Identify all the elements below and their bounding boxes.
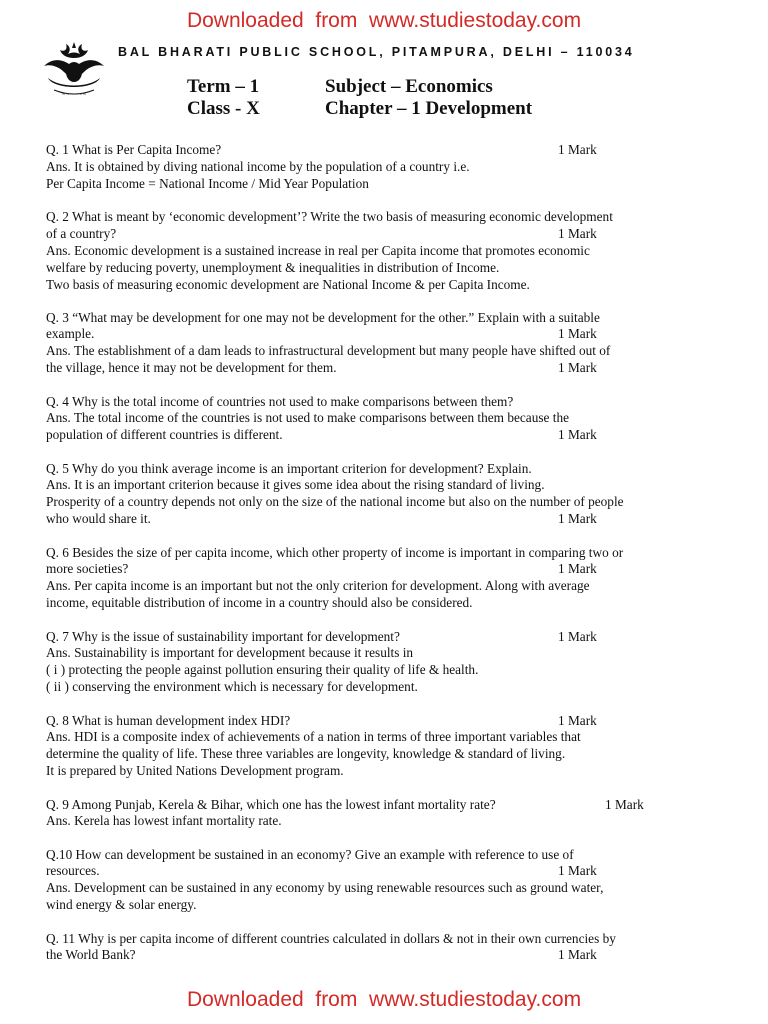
answer-2-line: welfare by reducing poverty, unemployment & inequalities in distribution of Income. [46,260,500,275]
question-8-mark: 1 Mark [558,713,597,728]
question-5-mark: 1 Mark [558,511,597,526]
answer-8-line: determine the quality of life. These three variables are longevity, knowledge & standard of living. [46,746,566,761]
term-label: Term – 1 [187,76,260,97]
question-9-mark: 1 Mark [605,797,644,812]
answer-7-line: ( i ) protecting the people against pollution ensuring their quality of life & health. [46,662,479,677]
class-label: Class - X [187,98,260,119]
answer-7-line: Ans. Sustainability is important for development because it results in [46,645,414,660]
answer-5-line: Prosperity of a country depends not only on the size of the national income but also on the number of people [46,494,624,509]
answer-2-line: Ans. Economic development is a sustained increase in real per Capita income that promotes economic [46,243,590,258]
answer-5-line: Ans. It is an important criterion because it gives some idea about the rising standard of living. [46,477,545,492]
question-5-text: Q. 5 Why do you think average income is an important criterion for development? Explain. [46,461,532,476]
question-1-mark: 1 Mark [558,142,597,157]
question-1-text: Q. 1 What is Per Capita Income? [46,142,222,157]
answer-1-line: Ans. It is obtained by diving national income by the population of a country i.e. [46,159,470,174]
chapter-label: Chapter – 1 Development [325,98,533,119]
question-11-text: the World Bank? [46,947,136,962]
question-3-text: example. [46,326,95,341]
svg-text:~~~~~~: ~~~~~~ [61,92,87,98]
question-4-mark: 1 Mark [558,427,597,442]
answer-6-line: income, equitable distribution of income in a country should also be considered. [46,595,473,610]
question-2-mark: 1 Mark [558,226,597,241]
question-10-text: resources. [46,863,100,878]
question-3-mark: 1 Mark [558,326,597,341]
answer-9-line: Ans. Kerela has lowest infant mortality rate. [46,813,282,828]
question-7-text: Q. 7 Why is the issue of sustainability important for development? [46,629,400,644]
download-banner-top: Downloaded from www.studiestoday.com [186,9,582,32]
question-11-text: Q. 11 Why is per capita income of different countries calculated in dollars & not in their own currencies by [46,931,616,946]
school-emblem-logo [40,38,108,100]
answer-8-line: Ans. HDI is a composite index of achievements of a nation in terms of three important variables that [46,729,581,744]
answer-1-line: Per Capita Income = National Income / Mid Year Population [46,176,369,191]
question-2-text: Q. 2 What is meant by ‘economic development’? Write the two basis of measuring economic development [46,209,613,224]
question-10-mark: 1 Mark [558,863,597,878]
subject-label: Subject – Economics [325,76,493,97]
answer-3-mark: 1 Mark [558,360,597,375]
question-11-mark: 1 Mark [558,947,597,962]
question-6-text: Q. 6 Besides the size of per capita income, which other property of income is important in comparing two or [46,545,624,560]
question-6-mark: 1 Mark [558,561,597,576]
answer-4-line: Ans. The total income of the countries is not used to make comparisons between them because the [46,410,569,425]
answer-2-line: Two basis of measuring economic development are National Income & per Capita Income. [46,277,530,292]
answer-8-line: It is prepared by United Nations Development program. [46,763,344,778]
question-6-text: more societies? [46,561,129,576]
answer-10-line: Ans. Development can be sustained in any economy by using renewable resources such as ground water, [46,880,604,895]
school-name: BAL BHARATI PUBLIC SCHOOL, PITAMPURA, DELHI – 110034 [118,45,635,59]
answer-4-line: population of different countries is different. [46,427,283,442]
question-8-text: Q. 8 What is human development index HDI? [46,713,291,728]
question-4-text: Q. 4 Why is the total income of countries not used to make comparisons between them? [46,394,514,409]
answer-6-line: Ans. Per capita income is an important but not the only criterion for development. Along with average [46,578,590,593]
question-2-text: of a country? [46,226,117,241]
answer-5-line: who would share it. [46,511,151,526]
question-7-mark: 1 Mark [558,629,597,644]
question-10-text: Q.10 How can development be sustained in an economy? Give an example with reference to use of [46,847,574,862]
answer-7-line: ( ii ) conserving the environment which is necessary for development. [46,679,418,694]
answer-10-line: wind energy & solar energy. [46,897,197,912]
question-9-text: Q. 9 Among Punjab, Kerela & Bihar, which one has the lowest infant mortality rate? [46,797,496,812]
answer-3-line: the village, hence it may not be development for them. [46,360,337,375]
question-3-text: Q. 3 “What may be development for one may not be development for the other.” Explain with a suitable [46,310,600,325]
download-banner-bottom: Downloaded from www.studiestoday.com [186,988,582,1011]
answer-3-line: Ans. The establishment of a dam leads to infrastructural development but many people have shifted out of [46,343,611,358]
